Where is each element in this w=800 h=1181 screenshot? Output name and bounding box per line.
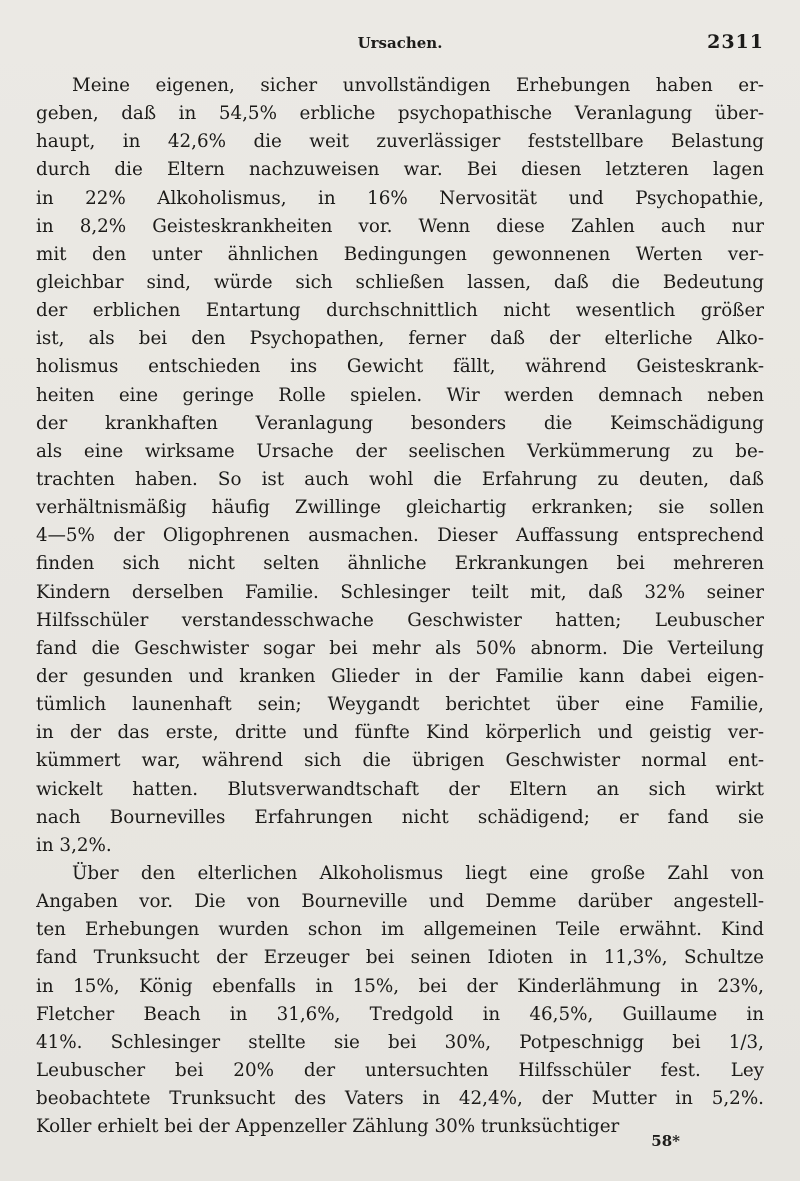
text-line: der krankhaften Veranlagung besonders die Keimschädigung <box>36 412 764 434</box>
text-line: in 8,2% Geisteskrankheiten vor. Wenn diese Zahlen auch nur <box>36 215 764 237</box>
text-line: fand Trunksucht der Erzeuger bei seinen Idioten in 11,3%, Schultze <box>36 947 764 969</box>
text-line: Hilfsschüler verstandesschwache Geschwister hatten; Leubuscher <box>36 609 764 631</box>
text-line: Fletcher Beach in 31,6%, Tredgold in 46,5%, Guillaume in <box>36 1003 764 1025</box>
text-line: in 15%, König ebenfalls in 15%, bei der Kinderlähmung in 23%, <box>36 975 764 997</box>
signature-mark: 58* <box>651 1132 680 1150</box>
text-line: geben, daß in 54,5% erbliche psychopathische Veranlagung über- <box>36 103 764 125</box>
text-line: Angaben vor. Die von Bourneville und Demme darüber angestell- <box>36 891 764 913</box>
running-title: Ursachen. <box>357 34 443 52</box>
page-number: 2311 <box>707 31 764 53</box>
text-line: holismus entschieden ins Gewicht fällt, während Geisteskrank- <box>36 356 764 378</box>
text-line: gleichbar sind, würde sich schließen lassen, daß die Bedeutung <box>36 271 764 293</box>
text-line: Leubuscher bei 20% der untersuchten Hilfsschüler fest. Ley <box>36 1059 764 1081</box>
text-line: Meine eigenen, sicher unvollständigen Erhebungen haben er- <box>72 75 764 96</box>
text-line: ist, als bei den Psychopathen, ferner daß der elterliche Alko- <box>36 328 764 350</box>
text-line: verhältnismäßig häufig Zwillinge gleichartig erkranken; sie sollen <box>36 497 764 519</box>
text-line: tümlich launenhaft sein; Weygandt berichtet über eine Familie, <box>36 694 764 716</box>
text-line: nach Bournevilles Erfahrungen nicht schädigend; er fand sie <box>36 806 764 828</box>
text-line: Über den elterlichen Alkoholismus liegt eine große Zahl von <box>72 862 764 884</box>
text-line: 41%. Schlesinger stellte sie bei 30%, Potpeschnigg bei 1/3, <box>36 1031 764 1053</box>
text-line: ten Erhebungen wurden schon im allgemeinen Teile erwähnt. Kind <box>36 919 764 941</box>
text-line: fand die Geschwister sogar bei mehr als 50% abnorm. Die Verteilung <box>36 637 764 659</box>
text-line: Kindern derselben Familie. Schlesinger teilt mit, daß 32% seiner <box>36 581 764 603</box>
text-line: wickelt hatten. Blutsverwandtschaft der Eltern an sich wirkt <box>36 778 764 800</box>
text-line: in 22% Alkoholismus, in 16% Nervosität und Psychopathie, <box>36 187 764 209</box>
text-line: heiten eine geringe Rolle spielen. Wir werden demnach neben <box>36 384 764 406</box>
text-line: mit den unter ähnlichen Bedingungen gewonnenen Werten ver- <box>36 243 764 265</box>
text-line: kümmert war, während sich die übrigen Geschwister normal ent- <box>36 750 764 772</box>
text-line: in der das erste, dritte und fünfte Kind körperlich und geistig ver- <box>36 722 764 744</box>
text-line: der gesunden und kranken Glieder in der Familie kann dabei eigen- <box>36 665 764 687</box>
text-line: als eine wirksame Ursache der seelischen Verkümmerung zu be- <box>36 440 764 462</box>
text-line: haupt, in 42,6% die weit zuverlässiger feststellbare Belastung <box>36 131 764 153</box>
text-line: durch die Eltern nachzuweisen war. Bei diesen letzteren lagen <box>36 159 764 181</box>
text-line: in 3,2%. <box>36 834 112 856</box>
text-line: beobachtete Trunksucht des Vaters in 42,4%, der Mutter in 5,2%. <box>36 1088 764 1110</box>
text-line: finden sich nicht selten ähnliche Erkrankungen bei mehreren <box>36 553 764 575</box>
text-line: trachten haben. So ist auch wohl die Erfahrung zu deuten, daß <box>36 468 764 490</box>
text-line: Koller erhielt bei der Appenzeller Zählung 30% trunksüchtiger <box>36 1116 620 1138</box>
body-text <box>36 72 764 1141</box>
text-line: der erblichen Entartung durchschnittlich nicht wesentlich größer <box>36 300 764 322</box>
text-line: 4—5% der Oligophrenen ausmachen. Dieser Auffassung entsprechend <box>36 525 764 547</box>
page-header <box>36 28 764 58</box>
